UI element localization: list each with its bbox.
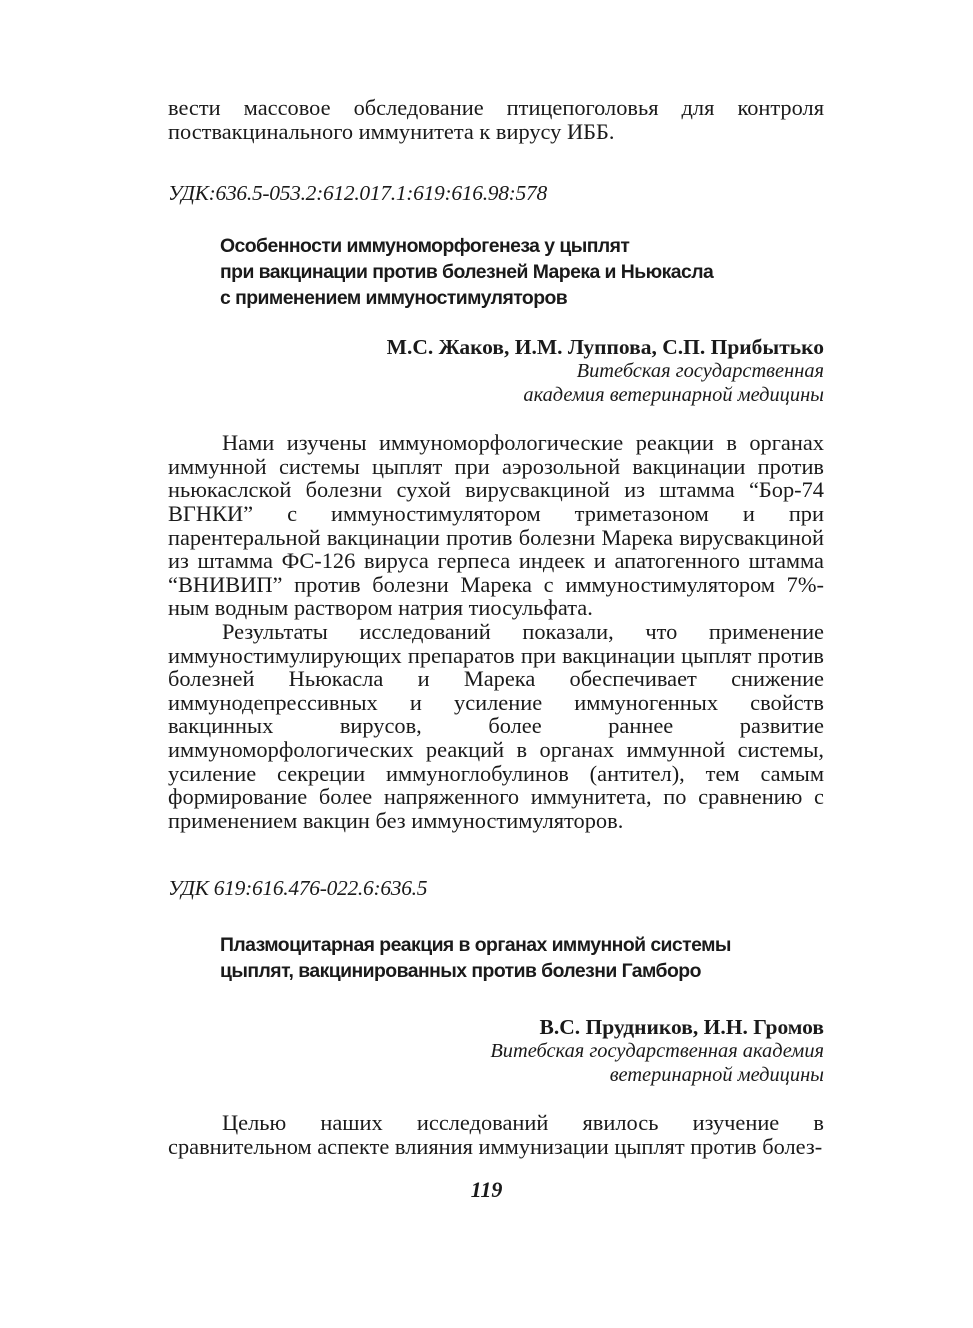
affiliation-line: ветеринарной медицины (609, 1064, 824, 1087)
affiliation-line: академия ветеринарной медицины (523, 384, 824, 407)
continuation-paragraph: вести массовое обследование птицепоголовья для контроля поствакцинального иммунитета к вирусу ИББ. (168, 95, 824, 144)
page-body (168, 96, 824, 1158)
page-number: 119 (470, 1177, 503, 1202)
title-line: Особенности иммуноморфогенеза у цыплят (220, 235, 630, 258)
article-title (168, 233, 824, 311)
abstract-paragraph: Нами изучены иммуноморфологические реакции в органах иммунной системы цыплят при аэрозольной вакцинации против ньюкаслской болезни сухой вирусвакциной из штамма “Бор-74 ВГНКИ” с иммуностимулятором триметазоном и при парентеральной вакцинации против болезни Марека вирусвакциной из штамма ФС-126 вируса герпеса индеек и апатогенного штамма “ВНИВИП” против болезни Марека с иммуностимулятором 7%-ным водным раствором натрия тиосульфата. (168, 430, 824, 621)
article-title (168, 932, 824, 984)
title-line: с применением иммуностимуляторов (220, 287, 568, 310)
authors: М.С. Жаков, И.М. Луппова, С.П. Прибытько (386, 335, 824, 360)
affiliation-line: Витебская государственная (576, 360, 824, 383)
abstract-paragraph: Целью наших исследований явилось изучение в сравнительном аспекте влияния иммунизации цыплят против болез- (168, 1110, 824, 1159)
affiliation-line: Витебская государственная академия (490, 1040, 824, 1063)
title-line: при вакцинации против болезней Марека и Ньюкасла (220, 261, 714, 284)
udk-code: УДК 619:616.476-022.6:636.5 (168, 876, 428, 901)
authors: В.С. Прудников, И.Н. Громов (539, 1015, 824, 1040)
title-line: Плазмоцитарная реакция в органах иммунной системы (220, 934, 731, 957)
abstract-paragraph: Результаты исследований показали, что применение иммуностимулирующих препаратов при вакцинации цыплят против болезней Ньюкасла и Марека обеспечивает снижение иммунодепрессивных и усиление иммуногенных свойств вакцинных вирусов, более раннее развитие иммуноморфологических реакций в органах иммунной системы, усиление секреции иммуноглобулинов (антител), тем самым формирование более напряженного иммунитета, по сравнению с применением вакцин без иммуностимуляторов. (168, 618, 824, 833)
udk-code: УДК:636.5-053.2:612.017.1:619:616.98:578 (168, 181, 547, 206)
title-line: цыплят, вакцинированных против болезни Гамборо (220, 960, 701, 983)
